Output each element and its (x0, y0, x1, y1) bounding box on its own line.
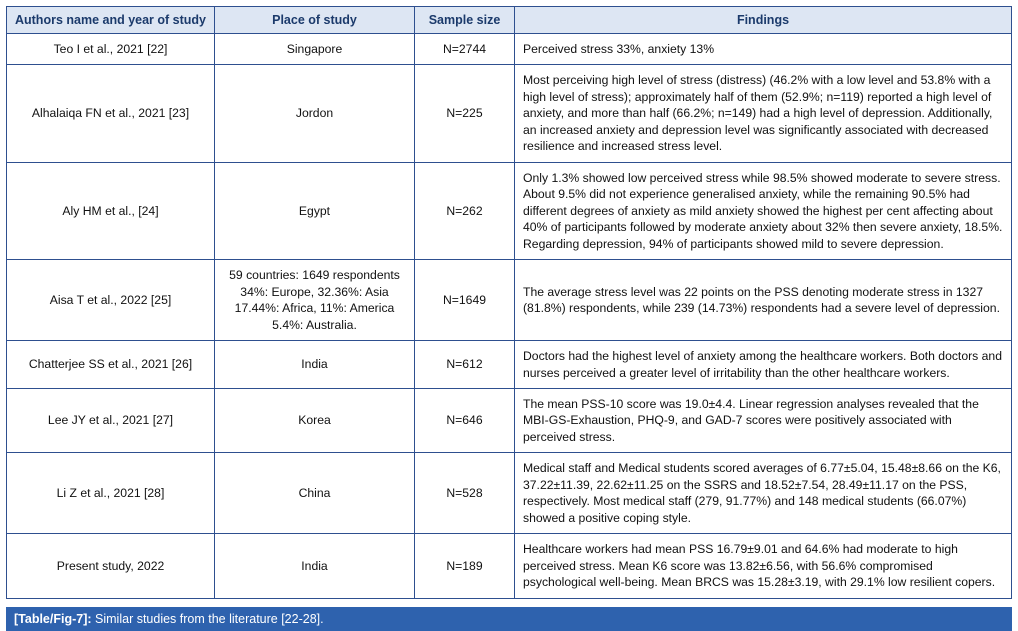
cell-authors: Aly HM et al., [24] (7, 162, 215, 259)
caption-label: [Table/Fig-7]: (14, 611, 92, 626)
cell-authors: Present study, 2022 (7, 534, 215, 598)
column-header-place: Place of study (215, 7, 415, 34)
table-row (7, 341, 1012, 389)
cell-findings: Doctors had the highest level of anxiety among the healthcare workers. Both doctors and nurses perceived a greater level of irritability than the other healthcare workers. (515, 341, 1012, 389)
cell-findings: The mean PSS-10 score was 19.0±4.4. Linear regression analyses revealed that the MBI-GS-Exhaustion, PHQ-9, and GAD-7 scores were positively associated with perceived stress. (515, 388, 1012, 452)
cell-sample-size: N=646 (415, 388, 515, 452)
cell-place: China (215, 453, 415, 534)
cell-sample-size: N=612 (415, 341, 515, 389)
cell-findings: Only 1.3% showed low perceived stress while 98.5% showed moderate to severe stress. About 9.5% did not experience generalised anxiety, while the remaining 90.5% had different degrees of anxiety as mild anxiety showed the highest per cent affecting about 40% of participants followed by moderate anxiety about 32% then severe anxiety, 18.5%. Regarding depression, 94% of participants showed mild to severe depression. (515, 162, 1012, 259)
cell-place: 59 countries: 1649 respondents 34%: Europe, 32.36%: Asia 17.44%: Africa, 11%: America 5.4%: Australia. (215, 260, 415, 341)
table-row (7, 34, 1012, 65)
table-row (7, 453, 1012, 534)
column-header-sample-size: Sample size (415, 7, 515, 34)
cell-place: Jordon (215, 65, 415, 162)
cell-sample-size: N=528 (415, 453, 515, 534)
cell-authors: Chatterjee SS et al., 2021 [26] (7, 341, 215, 389)
table-row (7, 162, 1012, 259)
table-row (7, 65, 1012, 162)
cell-authors: Lee JY et al., 2021 [27] (7, 388, 215, 452)
cell-sample-size: N=225 (415, 65, 515, 162)
table-caption (6, 607, 1012, 631)
cell-sample-size: N=262 (415, 162, 515, 259)
cell-authors: Teo I et al., 2021 [22] (7, 34, 215, 65)
cell-sample-size: N=189 (415, 534, 515, 598)
cell-place: India (215, 534, 415, 598)
cell-findings: Healthcare workers had mean PSS 16.79±9.01 and 64.6% had moderate to high perceived stress. Mean K6 score was 13.82±6.56, with 56.6% compromised psychological well-being. Mean BRCS was 15.28±3.19, with 29.1% low resilient copers. (515, 534, 1012, 598)
column-header-authors: Authors name and year of study (7, 7, 215, 34)
table-row (7, 534, 1012, 598)
cell-findings: Most perceiving high level of stress (distress) (46.2% with a low level and 53.8% with a high level of stress); approximately half of them (52.9%; n=119) reported a high level of anxiety, and more than half (66.2%; n=149) had a high level of depression. Additionally, an increased anxiety and depression level was significantly associated with decreased resilience and increased stress level. (515, 65, 1012, 162)
cell-findings: The average stress level was 22 points on the PSS denoting moderate stress in 1327 (81.8%) respondents, while 239 (14.73%) respondents had a severe level of depression. (515, 260, 1012, 341)
table-header (7, 7, 1012, 34)
column-header-findings: Findings (515, 7, 1012, 34)
cell-place: Egypt (215, 162, 415, 259)
cell-findings: Medical staff and Medical students scored averages of 6.77±5.04, 15.48±8.66 on the K6, 37.22±11.39, 22.62±11.25 on the SSRS and 18.52±7.54, 28.49±11.17 on the PSS, respectively. Most medical staff (279, 91.77%) and 148 medical students (66.07%) showed a positive coping style. (515, 453, 1012, 534)
table-row (7, 260, 1012, 341)
cell-authors: Li Z et al., 2021 [28] (7, 453, 215, 534)
table-body (7, 34, 1012, 599)
cell-sample-size: N=2744 (415, 34, 515, 65)
cell-authors: Alhalaiqa FN et al., 2021 [23] (7, 65, 215, 162)
table-header-row (7, 7, 1012, 34)
cell-authors: Aisa T et al., 2022 [25] (7, 260, 215, 341)
cell-sample-size: N=1649 (415, 260, 515, 341)
caption-text: Similar studies from the literature [22-28]. (95, 611, 324, 626)
cell-findings: Perceived stress 33%, anxiety 13% (515, 34, 1012, 65)
similar-studies-table (6, 6, 1012, 599)
cell-place: Korea (215, 388, 415, 452)
cell-place: India (215, 341, 415, 389)
table-row (7, 388, 1012, 452)
cell-place: Singapore (215, 34, 415, 65)
